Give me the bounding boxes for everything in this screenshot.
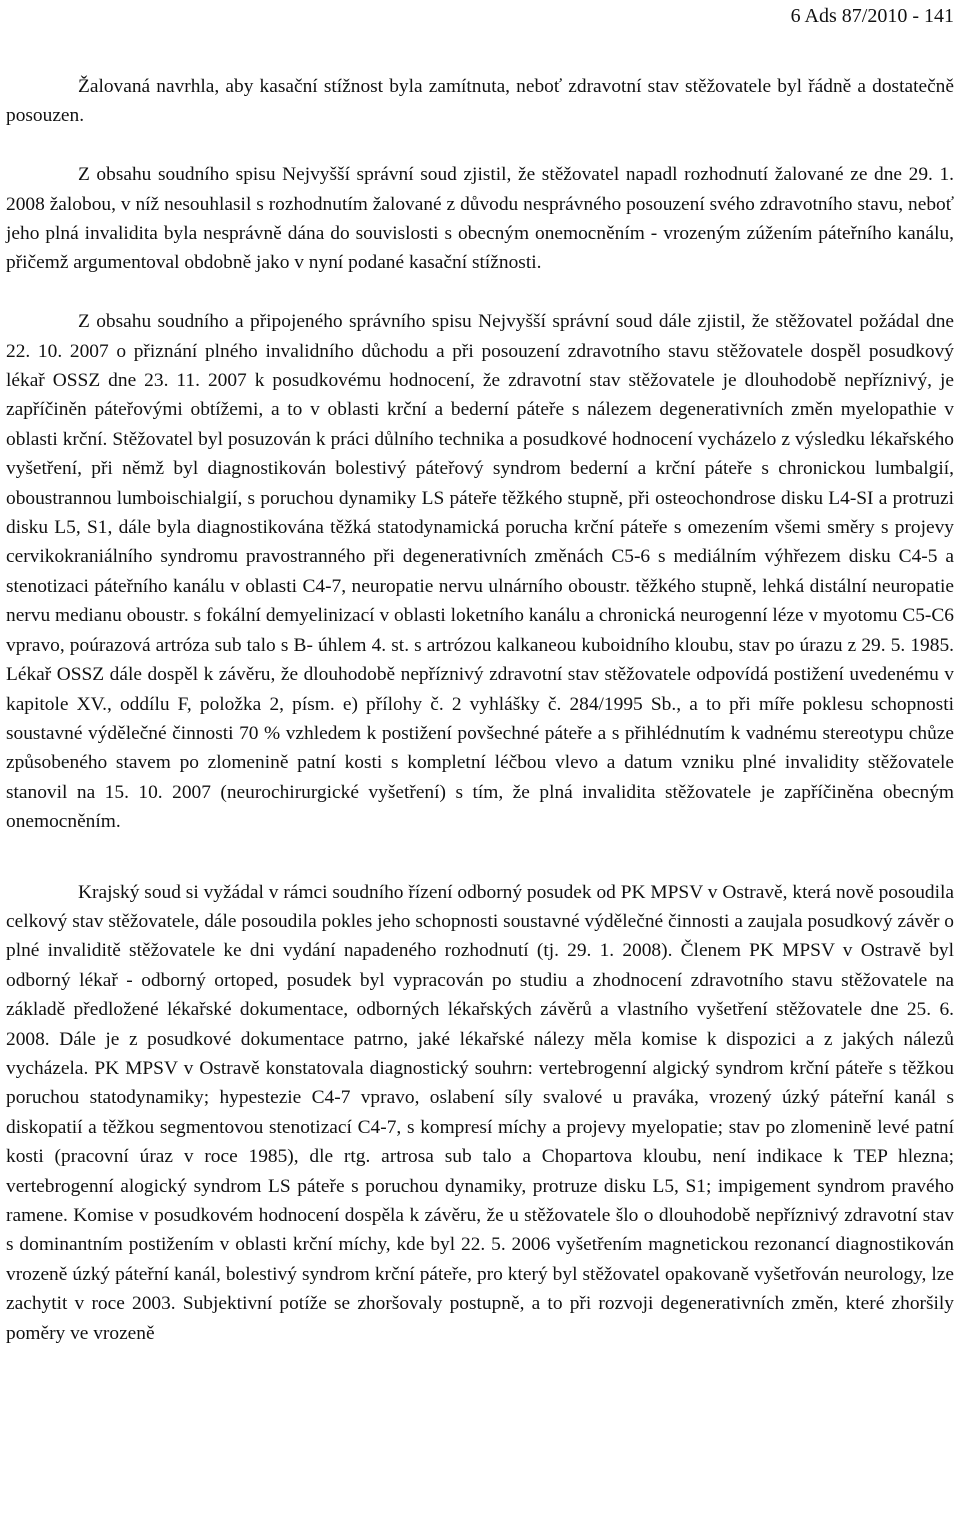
paragraph-regional-court-opinion: Krajský soud si vyžádal v rámci soudního řízení odborný posudek od PK MPSV v Ostravě, která nově posoudila celkový stav stěžovatele, dále posoudila pokles jeho schopnosti soustavné výdělečné činnosti a zaujala posudkový závěr o plné invaliditě stěžovatele ke dni vydání napadeného rozhodnutí (tj. 29. 1. 2008). Členem PK MPSV v Ostravě byl odborný lékař - odborný ortoped, posudek byl vypracován po studiu a zhodnocení zdravotního stavu stěžovatele na základě předložené lékařské dokumentace, odborných lékařských závěrů a vlastního vyšetření stěžovatele dne 25. 6. 2008. Dále je z posudkové dokumentace patrno, jaké lékařské nálezy měla komise k dispozici a z jakých nálezů vycházela. PK MPSV v Ostravě konstatovala diagnostický souhrn: vertebrogenní algický syndrom krční páteře s těžkou poruchou statodynamiky; hypestezie C4-7 vpravo, oslabení síly svalové u praváka, vrozený úzký páteřní kanál s diskopatií a těžkou segmentovou stenotizací C4-7, s kompresí míchy a projevy myelopatie; stav po zlomenině levé patní kosti (pracovní úraz v roce 1985), dle rtg. artrosa sub talo a Chopartova kloubu, není indikace k TEP hlezna; vertebrogenní alogický syndrom LS páteře s poruchou dynamiky, protruze disku L5, S1; impigement syndrom pravého ramene. Komise v posudkovém hodnocení dospěla k závěru, že u stěžovatele šlo o dlouhodobě nepříznivý zdravotní stav s dominantním postižením v oblasti krční míchy, kde byl 22. 5. 2006 vyšetřením magnetickou rezonancí diagnostikován vrozeně úzký páteřní kanál, bolestivý syndrom krční páteře, pro který byl stěžovatel opakovaně vyšetřován neurology, lze zachytit v roce 2003. Subjektivní potíže se zhoršovaly postupně, a to při rozvoji degenerativních změn, které zhoršily poměry ve vrozeně xyxy=(6,881,954,1344)
case-number-header: 6 Ads 87/2010 - 141 xyxy=(790,5,954,27)
document-body xyxy=(6,72,954,1348)
paragraph-respondent-proposal: Žalovaná navrhla, aby kasační stížnost byla zamítnuta, neboť zdravotní stav stěžovatele byl řádně a dostatečně posouzen. xyxy=(6,76,954,127)
paragraph-lawsuit-content: Z obsahu soudního spisu Nejvyšší správní soud zjistil, že stěžovatel napadl rozhodnutí žalované ze dne 29. 1. 2008 žalobou, v níž nesouhlasil s rozhodnutím žalované z důvodu nesprávného posouzení svého zdravotního stavu, neboť jeho plná invalidita byla nesprávně dána do souvislosti s obecným onemocněním - vrozeným zúžením páteřního kanálu, přičemž argumentoval obdobně jako v nyní podané kasační stížnosti. xyxy=(6,164,954,274)
paragraph-administrative-file: Z obsahu soudního a připojeného správního spisu Nejvyšší správní soud dále zjistil, že stěžovatel požádal dne 22. 10. 2007 o přiznání plného invalidního důchodu a při posouzení zdravotního stavu stěžovatele dospěl posudkový lékař OSSZ dne 23. 11. 2007 k posudkovému hodnocení, že zdravotní stav stěžovatele je dlouhodobě nepříznivý, je zapříčiněn páteřovými obtížemi, a to v oblasti krční a bederní páteře s nálezem degenerativních změn myelopathie v oblasti krční. Stěžovatel byl posuzován k práci důlního technika a posudkové hodnocení vycházelo z výsledku lékařského vyšetření, při němž byl diagnostikován bolestivý páteřový syndrom bederní a krční páteře s chronickou lumbalgií, oboustrannou lumboischialgií, s poruchou dynamiky LS páteře těžkého stupně, při osteochondrose disku L4-SI a protruzi disku L5, S1, dále byla diagnostikována těžká statodynamická porucha krční páteře s omezením všemi směry s projevy cervikokraniálního syndromu pravostranného při degenerativních změnách C5-6 s mediálním výhřezem disku C4-5 a stenotizaci páteřního kanálu v oblasti C4-7, neuropatie nervu ulnárního oboustr. těžkého stupně, lehká distální neuropatie nervu medianu oboustr. s fokální demyelinizací v oblasti loketního kanálu a chronická neurogenní léze v myotomu C5-C6 vpravo, poúrazová artróza sub talo s B- úhlem 4. st. s artrózou kalkaneou kuboidního kloubu, stav po úrazu z 29. 5. 1985. Lékař OSSZ dále dospěl k závěru, že dlouhodobě nepříznivý zdravotní stav stěžovatele odpovídá postižení uvedenému v kapitole XV., oddílu F, položka 2, písm. e) přílohy č. 2 vyhlášky č. 284/1995 Sb., a to při míře poklesu schopnosti soustavné výdělečné činnosti 70 % vzhledem k postižení povšechné páteře a s přihlédnutím k vadnému stereotypu chůze způsobeného stavem po zlomenině patní kosti s kompletní léčbou vlevo a datum vzniku plné invalidity stěžovatele stanovil na 15. 10. 2007 (neurochirurgické vyšetření) s tím, že plná invalidita stěžovatele je zapříčiněna obecným onemocněním. xyxy=(6,311,954,833)
